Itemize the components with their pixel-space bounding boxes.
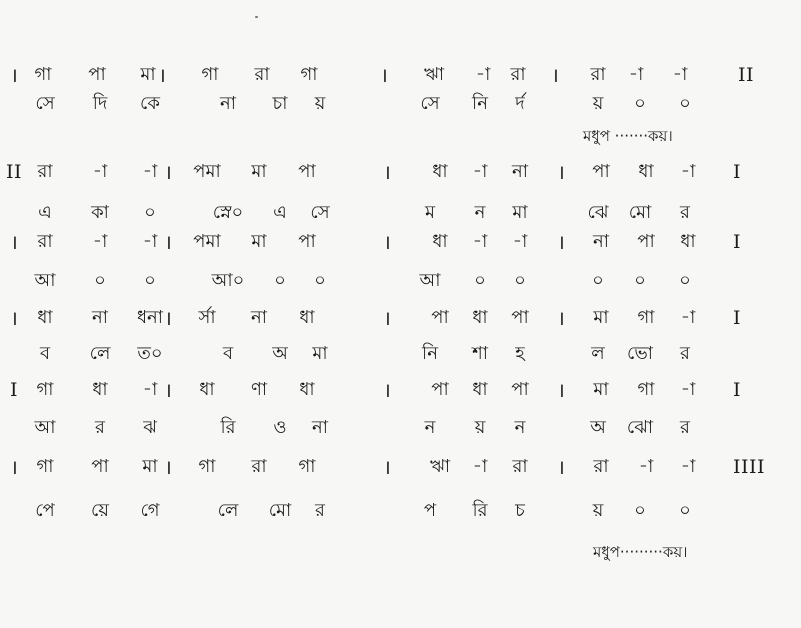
lyric-syllable: ঝে bbox=[587, 202, 609, 223]
lyric-syllable: দি bbox=[92, 93, 108, 114]
lyric-syllable: স্নে০ bbox=[212, 202, 244, 223]
swara-note: না bbox=[512, 161, 528, 182]
paper-speck bbox=[255, 16, 258, 18]
bar-line: । bbox=[10, 230, 18, 254]
swara-note: ঋা bbox=[423, 64, 445, 85]
bar-line: । bbox=[10, 306, 18, 330]
lyric-syllable: ন bbox=[514, 417, 526, 438]
swara-note: ধা bbox=[37, 307, 53, 328]
lyric-row bbox=[0, 198, 801, 228]
lyric-syllable: ০ bbox=[634, 500, 646, 521]
notation-row bbox=[0, 375, 801, 405]
notation-row bbox=[0, 157, 801, 187]
swara-note: রা bbox=[510, 64, 526, 85]
lyric-syllable: ০ bbox=[679, 93, 691, 114]
lyric-syllable: চ bbox=[515, 500, 525, 521]
lyric-syllable: ০ bbox=[634, 93, 646, 114]
swara-note: মা bbox=[142, 456, 158, 477]
lyric-row bbox=[0, 266, 801, 296]
lyric-syllable: ০ bbox=[634, 270, 646, 291]
bar-line: I bbox=[733, 379, 742, 401]
swara-note: -া bbox=[628, 64, 644, 85]
lyric-syllable: ০ bbox=[274, 270, 286, 291]
lyric-syllable: য় bbox=[592, 93, 604, 114]
bar-line: । bbox=[383, 455, 391, 479]
swara-note: গা bbox=[34, 64, 52, 85]
bar-line: । bbox=[10, 455, 18, 479]
lyric-syllable: সে bbox=[310, 202, 330, 223]
lyric-syllable: নি bbox=[422, 343, 438, 364]
swara-note: -া bbox=[142, 379, 158, 400]
lyric-syllable: র bbox=[680, 417, 690, 438]
lyric-syllable: র্দ bbox=[515, 93, 525, 114]
lyric-syllable: এ bbox=[273, 202, 287, 223]
swara-note: রা bbox=[512, 456, 528, 477]
lyric-syllable: ঝো bbox=[626, 417, 654, 438]
bar-line: IIII bbox=[733, 456, 766, 478]
lyric-syllable: রি bbox=[220, 417, 236, 438]
bar-line: । bbox=[164, 306, 172, 330]
lyric-syllable: ০ bbox=[592, 270, 604, 291]
swara-note: ধা bbox=[199, 379, 215, 400]
lyric-syllable: প bbox=[423, 500, 437, 521]
swara-note: গা bbox=[36, 456, 54, 477]
swara-note: -া bbox=[92, 161, 108, 182]
bar-line: I bbox=[733, 231, 742, 253]
lyric-syllable: ০ bbox=[94, 270, 106, 291]
lyric-syllable: আ০ bbox=[211, 270, 245, 291]
swara-note: মা bbox=[251, 161, 267, 182]
lyric-syllable: মা bbox=[512, 202, 528, 223]
lyric-row bbox=[0, 89, 801, 119]
bar-line: II bbox=[738, 64, 755, 86]
lyric-syllable: র bbox=[95, 417, 105, 438]
lyric-syllable: লে bbox=[217, 500, 239, 521]
swara-note: পমা bbox=[193, 161, 221, 182]
swara-note: ণা bbox=[250, 379, 268, 400]
swara-note: -া bbox=[472, 231, 488, 252]
swara-note: ধা bbox=[299, 379, 315, 400]
swara-note: ধনা bbox=[136, 307, 164, 328]
lyric-syllable: অ bbox=[272, 343, 288, 364]
swara-note: মা bbox=[140, 64, 156, 85]
swara-note: পা bbox=[298, 231, 316, 252]
swara-note: রা bbox=[251, 456, 267, 477]
lyric-syllable: আ bbox=[34, 417, 56, 438]
lyric-syllable: র bbox=[680, 343, 690, 364]
swara-note: -া bbox=[680, 456, 696, 477]
swara-note: পা bbox=[511, 307, 529, 328]
lyric-row bbox=[0, 413, 801, 443]
swara-note: ধা bbox=[92, 379, 108, 400]
swara-note: রা bbox=[593, 456, 609, 477]
bar-line: । bbox=[164, 455, 172, 479]
lyric-syllable: সে bbox=[420, 93, 440, 114]
lyric-syllable: মো bbox=[268, 500, 292, 521]
swara-note: -া bbox=[680, 379, 696, 400]
swara-note: পা bbox=[88, 64, 106, 85]
swara-note: ঋা bbox=[429, 456, 451, 477]
lyric-syllable: র bbox=[680, 202, 690, 223]
swara-note: -া bbox=[92, 231, 108, 252]
swara-note: গা bbox=[198, 456, 216, 477]
bar-line: । bbox=[383, 230, 391, 254]
lyric-syllable: ব bbox=[222, 343, 234, 364]
swara-note: পা bbox=[592, 161, 610, 182]
swara-note: পা bbox=[431, 307, 449, 328]
swara-note: ধা bbox=[472, 379, 488, 400]
lyric-syllable: ০ bbox=[679, 270, 691, 291]
swara-note: গা bbox=[637, 379, 655, 400]
swara-note: গা bbox=[36, 379, 54, 400]
lyric-syllable: না bbox=[312, 417, 328, 438]
swara-note: পা bbox=[637, 231, 655, 252]
lyric-syllable: কে bbox=[140, 93, 160, 114]
signature-line: মধুপ·········কয়। bbox=[593, 543, 688, 561]
lyric-syllable: ম bbox=[425, 202, 435, 223]
notation-row bbox=[0, 60, 801, 90]
lyric-syllable: ০ bbox=[679, 500, 691, 521]
bar-line: । bbox=[158, 63, 166, 87]
lyric-syllable: র bbox=[315, 500, 325, 521]
swara-note: -া bbox=[475, 64, 491, 85]
swara-note: রা bbox=[254, 64, 270, 85]
lyric-syllable: ন bbox=[424, 417, 436, 438]
lyric-syllable: মো bbox=[628, 202, 652, 223]
lyric-syllable: আ bbox=[34, 270, 56, 291]
lyric-syllable: কা bbox=[91, 202, 109, 223]
bar-line: । bbox=[557, 455, 565, 479]
swara-note: -া bbox=[472, 456, 488, 477]
bar-line: । bbox=[383, 378, 391, 402]
lyric-syllable: নি bbox=[472, 93, 488, 114]
swara-note: -া bbox=[512, 231, 528, 252]
swara-note: গা bbox=[298, 456, 316, 477]
lyric-syllable: ০ bbox=[514, 270, 526, 291]
lyric-syllable: রি bbox=[472, 500, 488, 521]
swara-note: -া bbox=[680, 161, 696, 182]
lyric-row bbox=[0, 339, 801, 369]
swara-note: র্সা bbox=[198, 307, 216, 328]
lyric-syllable: না bbox=[220, 93, 236, 114]
swara-note: -া bbox=[672, 64, 688, 85]
signature-line: মধুপ ·······কয়। bbox=[583, 127, 673, 145]
swara-note: রা bbox=[37, 161, 53, 182]
swara-note: গা bbox=[637, 307, 655, 328]
swara-note: মা bbox=[593, 307, 609, 328]
swara-note: ধা bbox=[299, 307, 315, 328]
bar-line: । bbox=[557, 306, 565, 330]
lyric-syllable: লে bbox=[89, 343, 111, 364]
lyric-syllable: য়ে bbox=[91, 500, 109, 521]
bar-line: । bbox=[164, 378, 172, 402]
bar-line: । bbox=[164, 160, 172, 184]
lyric-syllable: ঝ bbox=[143, 417, 157, 438]
swara-note: পা bbox=[511, 379, 529, 400]
lyric-syllable: ন bbox=[474, 202, 486, 223]
lyric-syllable: এ bbox=[38, 202, 52, 223]
swara-note: পা bbox=[91, 456, 109, 477]
swara-note: ধা bbox=[638, 161, 654, 182]
swara-note: ধা bbox=[432, 161, 448, 182]
swara-note: রা bbox=[37, 231, 53, 252]
lyric-syllable: ০ bbox=[474, 270, 486, 291]
lyric-syllable: মা bbox=[312, 343, 328, 364]
lyric-syllable: শা bbox=[472, 343, 488, 364]
swara-note: না bbox=[92, 307, 108, 328]
swara-note: -া bbox=[142, 231, 158, 252]
swara-note: না bbox=[251, 307, 267, 328]
lyric-syllable: য় bbox=[314, 93, 326, 114]
bar-line: । bbox=[383, 306, 391, 330]
lyric-syllable: ত০ bbox=[137, 343, 163, 364]
lyric-syllable: অ bbox=[590, 417, 606, 438]
lyric-syllable: ব bbox=[39, 343, 51, 364]
lyric-syllable: পে bbox=[35, 500, 55, 521]
swara-note: মা bbox=[251, 231, 267, 252]
bar-line: । bbox=[551, 63, 559, 87]
lyric-syllable: ০ bbox=[144, 270, 156, 291]
notation-row bbox=[0, 303, 801, 333]
bar-line: I bbox=[733, 307, 742, 329]
swara-note: -া bbox=[638, 456, 654, 477]
swara-note: পমা bbox=[193, 231, 221, 252]
bar-line: । bbox=[383, 160, 391, 184]
swara-note: -া bbox=[472, 161, 488, 182]
swara-note: গা bbox=[201, 64, 219, 85]
lyric-syllable: হ bbox=[515, 343, 525, 364]
swara-note: ধা bbox=[432, 231, 448, 252]
swara-note: ধা bbox=[472, 307, 488, 328]
bar-line: । bbox=[164, 230, 172, 254]
bar-line: II bbox=[5, 161, 23, 183]
bar-line: । bbox=[557, 378, 565, 402]
swara-note: -া bbox=[680, 307, 696, 328]
lyric-syllable: য় bbox=[474, 417, 486, 438]
lyric-syllable: সে bbox=[35, 93, 55, 114]
swara-note: মা bbox=[593, 379, 609, 400]
notation-row bbox=[0, 452, 801, 482]
lyric-syllable: আ bbox=[419, 270, 441, 291]
swara-note: না bbox=[593, 231, 609, 252]
lyric-syllable: গে bbox=[140, 500, 160, 521]
bar-line: । bbox=[557, 230, 565, 254]
lyric-row bbox=[0, 496, 801, 526]
lyric-syllable: ল bbox=[591, 343, 605, 364]
lyric-syllable: য় bbox=[592, 500, 604, 521]
bar-line: । bbox=[10, 63, 18, 87]
lyric-syllable: চা bbox=[272, 93, 288, 114]
lyric-syllable: ০ bbox=[144, 202, 156, 223]
lyric-syllable: ও bbox=[273, 417, 287, 438]
swara-note: পা bbox=[431, 379, 449, 400]
notation-row bbox=[0, 227, 801, 257]
bar-line: । bbox=[380, 63, 388, 87]
swara-note: ধা bbox=[680, 231, 696, 252]
bar-line: । bbox=[557, 160, 565, 184]
swara-note: -া bbox=[142, 161, 158, 182]
swara-note: গা bbox=[300, 64, 318, 85]
lyric-syllable: ভো bbox=[627, 343, 653, 364]
swara-note: পা bbox=[298, 161, 316, 182]
swara-note: রা bbox=[590, 64, 606, 85]
lyric-syllable: ০ bbox=[314, 270, 326, 291]
bar-line: I bbox=[9, 379, 19, 401]
bar-line: I bbox=[733, 161, 742, 183]
